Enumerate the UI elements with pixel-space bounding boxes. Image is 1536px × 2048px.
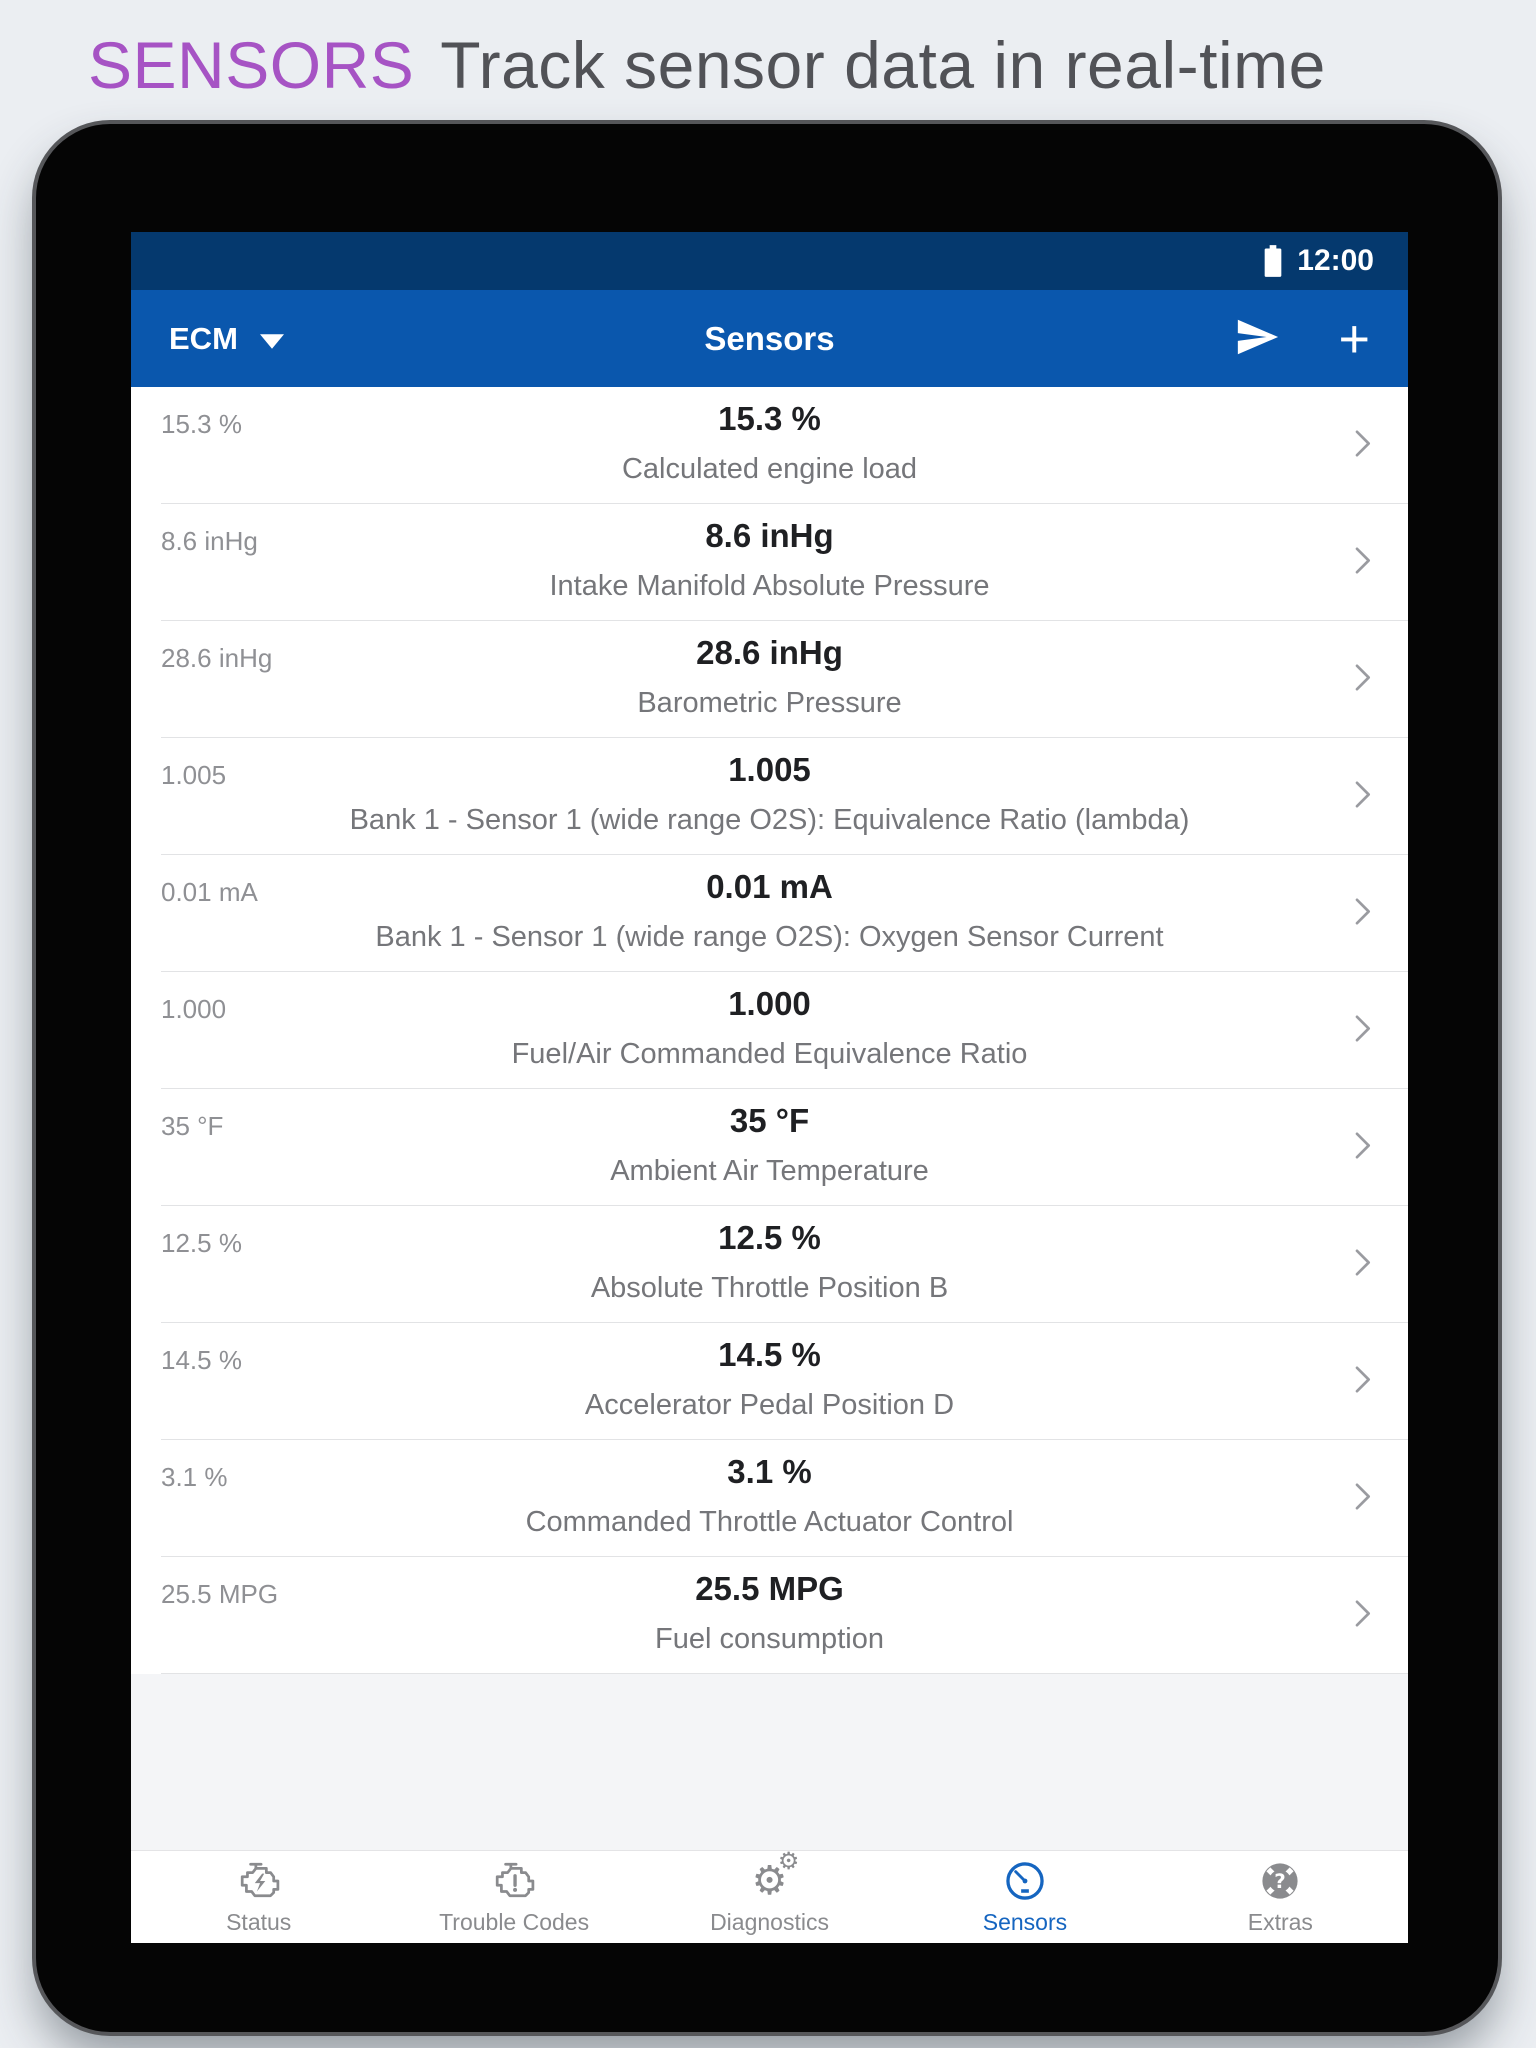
sensor-row-value: 14.5 %	[718, 1336, 821, 1373]
sensor-row-mini-value: 15.3 %	[161, 409, 242, 439]
sensor-row-label: Commanded Throttle Actuator Control	[525, 1506, 1014, 1538]
sensor-row-value: 15.3 %	[718, 400, 821, 437]
device-selector-label: ECM	[169, 320, 238, 356]
headline-keyword: SENSORS	[88, 28, 415, 102]
gauge-icon	[1003, 1858, 1047, 1904]
sensor-row[interactable]	[131, 1440, 1408, 1557]
chevron-right-icon	[1342, 1593, 1382, 1638]
battery-icon	[1263, 245, 1283, 277]
chevron-right-icon	[1342, 1125, 1382, 1170]
plus-icon: +	[1338, 308, 1370, 369]
sensor-row-value: 28.6 inHg	[696, 634, 843, 671]
sensor-row-label: Absolute Throttle Position B	[590, 1272, 949, 1304]
sensor-row-mini-value: 8.6 inHg	[161, 526, 258, 556]
chevron-right-icon	[1342, 423, 1382, 468]
sensor-row-value: 25.5 MPG	[695, 1570, 844, 1607]
sensor-row[interactable]	[131, 855, 1408, 972]
sensor-row-label: Fuel/Air Commanded Equivalence Ratio	[511, 1038, 1028, 1070]
svg-text:?: ?	[1274, 1870, 1287, 1894]
engine-bolt-icon	[233, 1858, 285, 1904]
sensor-row-value: 1.000	[728, 985, 811, 1022]
sensor-row[interactable]	[131, 504, 1408, 621]
nav-item-status[interactable]	[131, 1851, 386, 1943]
send-button[interactable]	[1234, 314, 1280, 363]
status-time: 12:00	[1297, 244, 1374, 277]
bottom-nav	[131, 1847, 1408, 1943]
headline-subtitle: Track sensor data in real-time	[440, 28, 1326, 102]
sensor-row[interactable]	[131, 1089, 1408, 1206]
chevron-right-icon	[1342, 1008, 1382, 1053]
list-filler	[131, 1674, 1408, 1850]
sensor-row-value: 3.1 %	[727, 1453, 812, 1490]
nav-item-sensors[interactable]	[897, 1851, 1152, 1943]
sensor-row-label: Fuel consumption	[655, 1623, 884, 1655]
nav-label: Status	[226, 1909, 292, 1935]
appbar-actions	[1234, 308, 1370, 369]
sensor-row[interactable]	[131, 387, 1408, 504]
status-bar	[131, 232, 1408, 290]
device-selector[interactable]	[169, 321, 284, 357]
sensor-row[interactable]	[131, 1323, 1408, 1440]
row-divider	[161, 1673, 1408, 1674]
nav-item-diagnostics[interactable]	[642, 1847, 897, 1943]
sensor-row-label: Bank 1 - Sensor 1 (wide range O2S): Equivalence Ratio (lambda)	[349, 804, 1190, 836]
nav-label: Extras	[1247, 1909, 1313, 1935]
chevron-right-icon	[1342, 1476, 1382, 1521]
sensor-row-mini-value: 3.1 %	[161, 1462, 228, 1492]
sensor-row-label: Barometric Pressure	[637, 687, 902, 719]
sensor-row-mini-value: 25.5 MPG	[161, 1579, 279, 1609]
sensor-row-mini-value: 14.5 %	[161, 1345, 242, 1375]
chevron-right-icon	[1342, 540, 1382, 585]
headline	[88, 26, 1326, 105]
add-sensor-button[interactable]	[1338, 308, 1370, 369]
sensor-row-mini-value: 1.005	[161, 760, 227, 790]
chevron-right-icon	[1342, 657, 1382, 702]
sensor-row-mini-value: 1.000	[161, 994, 227, 1024]
app-bar	[131, 290, 1408, 387]
sensor-row-value: 8.6 inHg	[705, 517, 834, 554]
sensor-list	[131, 387, 1408, 1674]
sensor-row-mini-value: 28.6 inHg	[161, 643, 273, 673]
nav-item-extras[interactable]	[1153, 1851, 1408, 1943]
chevron-right-icon	[1342, 1242, 1382, 1287]
sensor-row-label: Calculated engine load	[621, 453, 918, 485]
sensor-row[interactable]	[131, 738, 1408, 855]
sensor-row[interactable]	[131, 621, 1408, 738]
sensor-row-value: 1.005	[728, 751, 811, 788]
nav-label: Sensors	[982, 1909, 1068, 1935]
sensor-row-value: 12.5 %	[718, 1219, 821, 1256]
appbar-title: Sensors	[704, 319, 835, 357]
sensor-row-mini-value: 0.01 mA	[161, 877, 258, 907]
app-screen	[131, 232, 1408, 1943]
sensor-row-mini-value: 35 °F	[161, 1111, 224, 1141]
chevron-right-icon	[1342, 891, 1382, 936]
engine-warning-icon	[488, 1858, 540, 1904]
sensor-row-label: Ambient Air Temperature	[610, 1155, 929, 1187]
help-wheel-icon	[1258, 1858, 1302, 1904]
nav-label: Trouble Codes	[439, 1909, 590, 1935]
sensor-row-mini-value: 12.5 %	[161, 1228, 242, 1258]
chevron-right-icon	[1342, 1359, 1382, 1404]
sensor-row-value: 0.01 mA	[706, 868, 833, 905]
sensor-row[interactable]	[131, 972, 1408, 1089]
sensor-row[interactable]	[131, 1557, 1408, 1674]
sensor-row[interactable]	[131, 1206, 1408, 1323]
sensor-row-label: Intake Manifold Absolute Pressure	[549, 570, 990, 602]
nav-item-trouble-codes[interactable]	[386, 1851, 641, 1943]
caret-down-icon	[260, 321, 284, 357]
sensor-row-label: Bank 1 - Sensor 1 (wide range O2S): Oxygen Sensor Current	[375, 921, 1164, 953]
send-icon	[1234, 314, 1280, 363]
gears-icon: ⚙ ⚙	[751, 1847, 800, 1904]
sensor-row-label: Accelerator Pedal Position D	[584, 1389, 955, 1421]
nav-label: Diagnostics	[710, 1909, 829, 1935]
chevron-right-icon	[1342, 774, 1382, 819]
sensor-row-value: 35 °F	[729, 1102, 810, 1139]
